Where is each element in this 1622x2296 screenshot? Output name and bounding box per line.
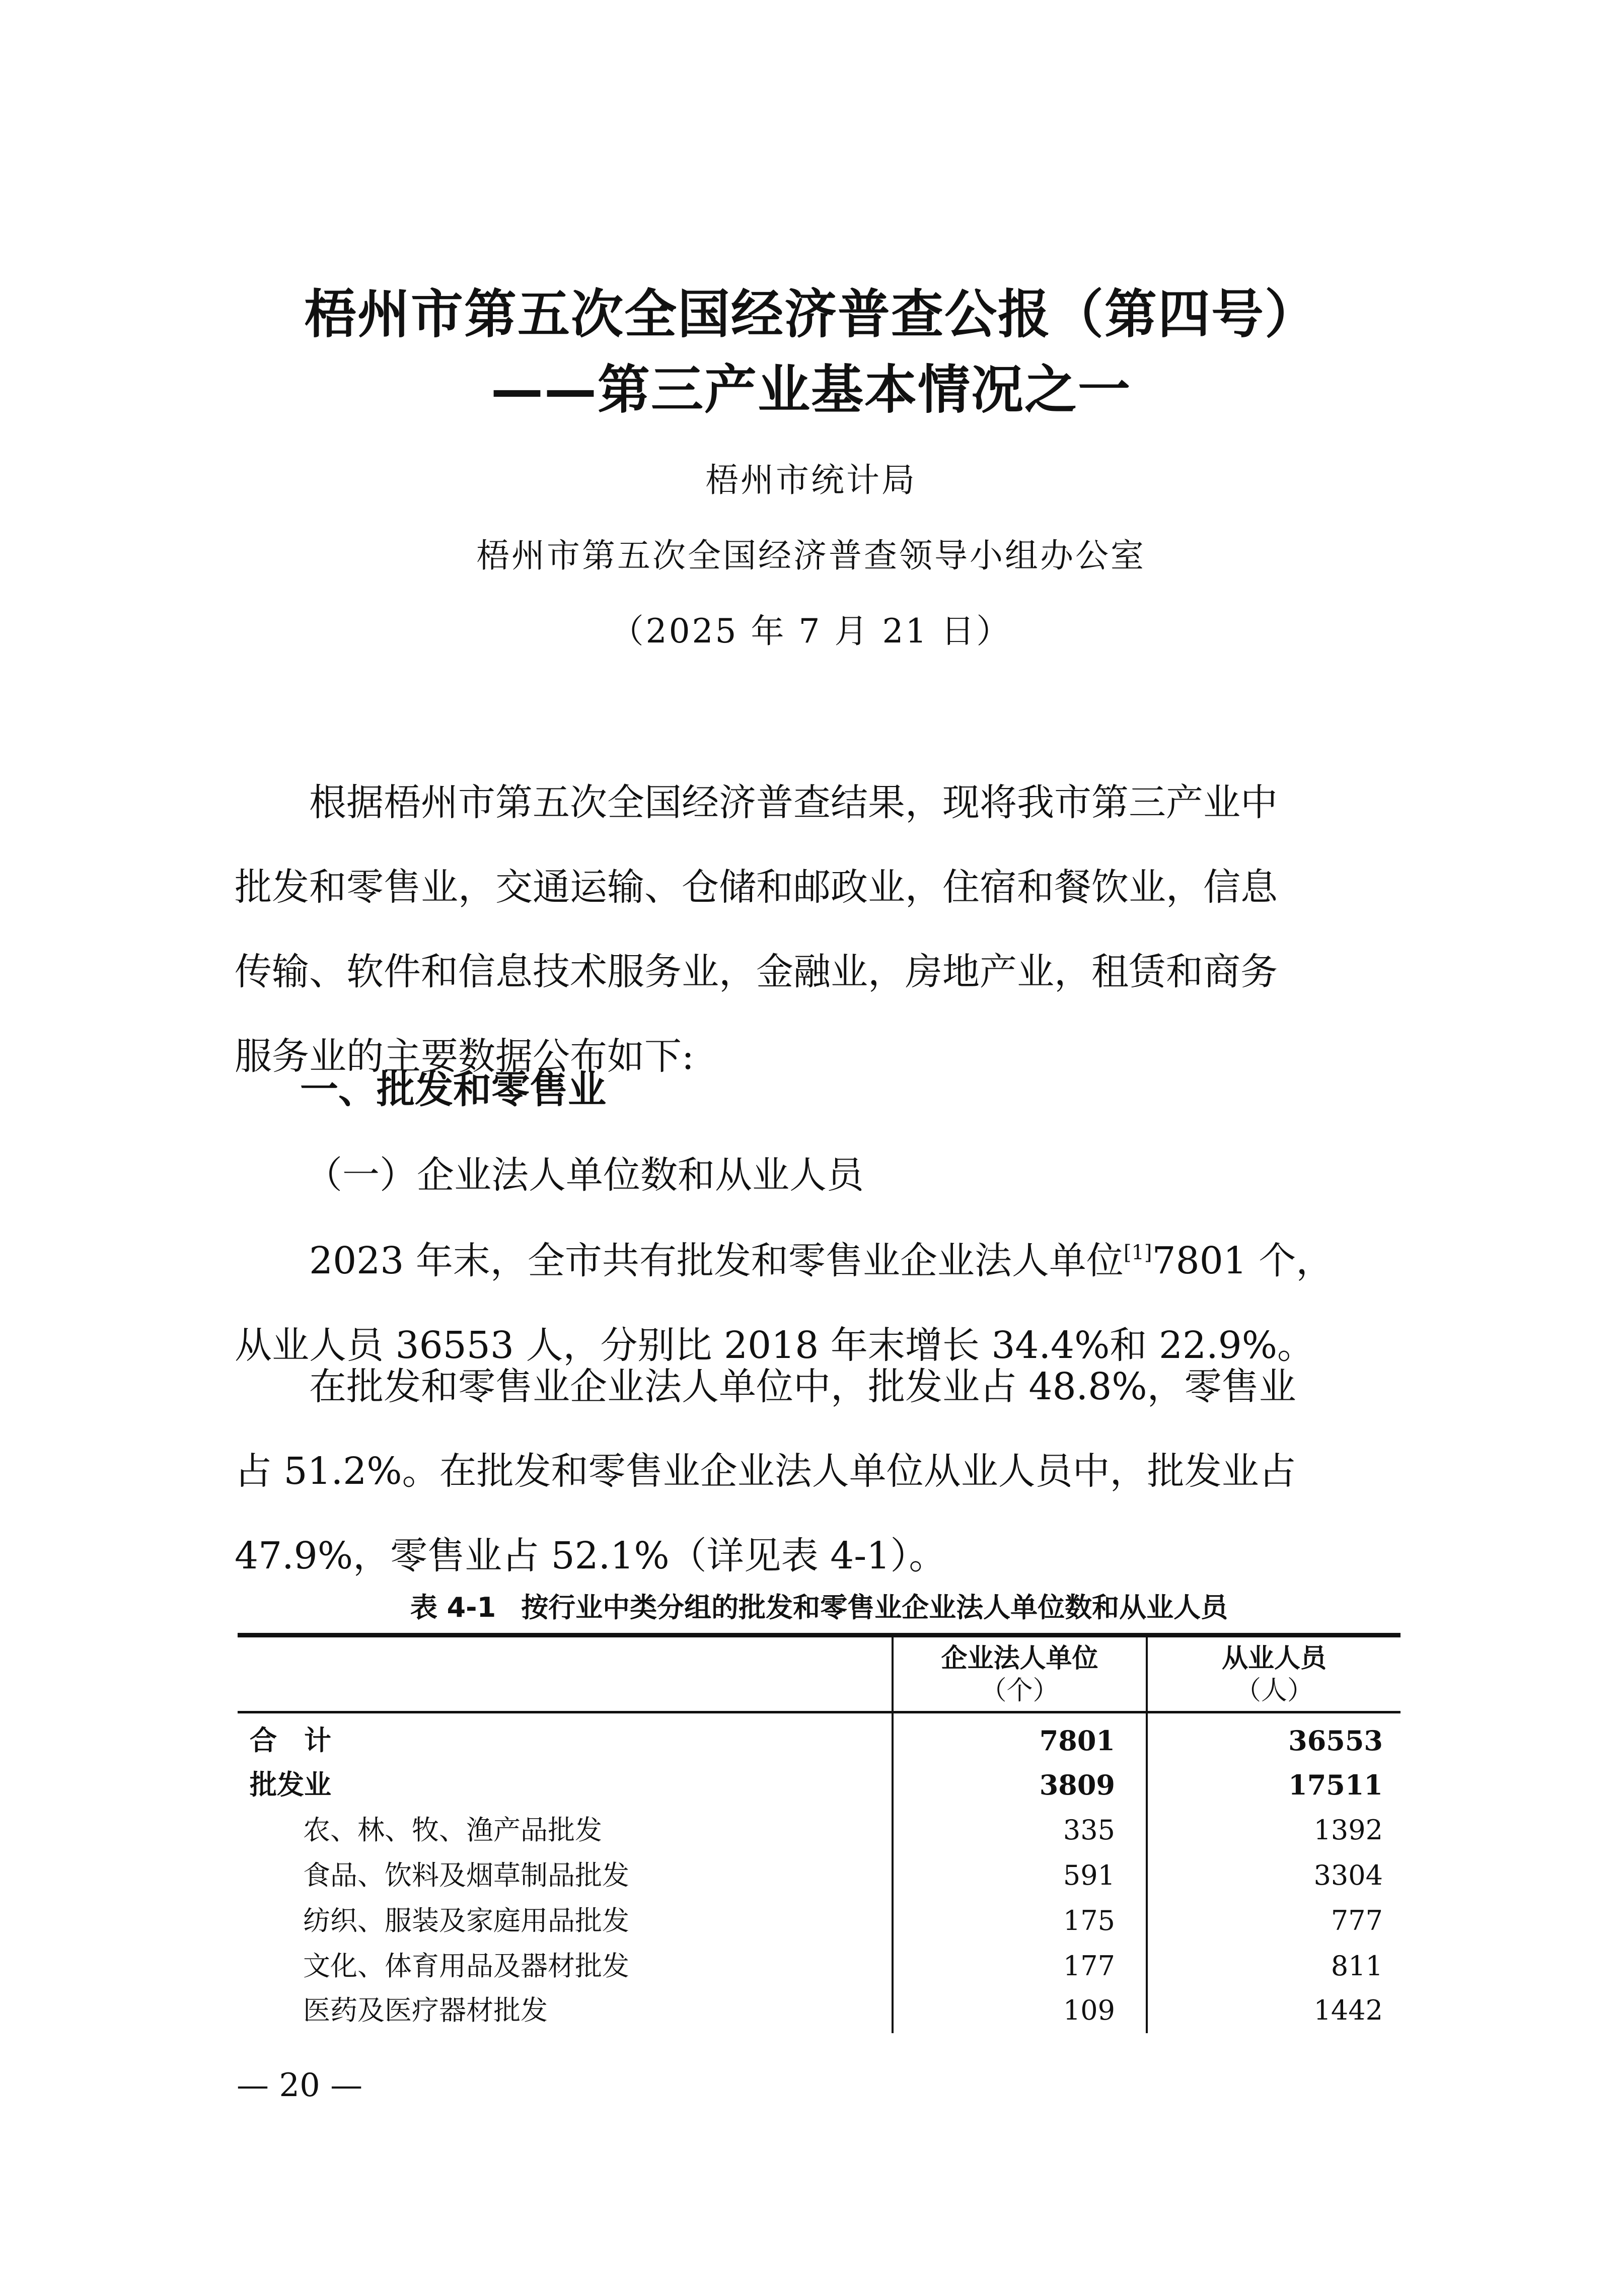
section-heading: 一、批发和零售业 <box>300 1067 606 1112</box>
row-label: 文化、体育用品及器材批发 <box>303 1950 629 1982</box>
issuer-statistics-bureau: 梧州市统计局 <box>705 461 917 499</box>
paragraph-line: 在批发和零售业企业法人单位中，批发业占 48.8%，零售业 <box>309 1365 1296 1408</box>
document-title: 梧州市第五次全国经济普查公报（第四号） <box>304 283 1318 345</box>
cell-employees: 3304 <box>1313 1859 1383 1891</box>
row-label: 农、林、牧、渔产品批发 <box>303 1814 602 1846</box>
intro-line: 传输、软件和信息技术服务业，金融业，房地产业，租赁和商务 <box>235 950 1278 993</box>
table-row-total <box>238 1718 1400 1763</box>
cell-units: 7801 <box>1039 1725 1115 1757</box>
column-header-label: 从业人员 <box>1221 1643 1326 1674</box>
table-row <box>238 1808 1400 1853</box>
row-label: 医药及医疗器材批发 <box>303 1994 548 2026</box>
cell-employees: 1392 <box>1313 1814 1383 1846</box>
intro-line: 服务业的主要数据公布如下: <box>235 1035 694 1078</box>
table-number: 表 4-1 <box>410 1592 496 1623</box>
cell-units: 3809 <box>1039 1769 1115 1801</box>
paragraph-text: 7801 个， <box>1152 1239 1334 1282</box>
cell-employees: 36553 <box>1288 1725 1383 1757</box>
column-header-unit: （个） <box>980 1676 1059 1706</box>
cell-units: 109 <box>1063 1994 1115 2026</box>
cell-units: 175 <box>1063 1905 1115 1936</box>
cell-employees: 1442 <box>1313 1994 1383 2026</box>
table-row <box>238 1898 1400 1944</box>
table-caption-text: 按行业中类分组的批发和零售业企业法人单位数和从业人员 <box>521 1592 1228 1623</box>
table-row-wholesale <box>238 1762 1400 1808</box>
paragraph-line: 占 51.2%。在批发和零售业企业法人单位从业人员中，批发业占 <box>235 1450 1296 1493</box>
column-header-units <box>894 1642 1146 1707</box>
subsection-heading: （一）企业法人单位数和从业人员 <box>305 1154 864 1197</box>
page-number: — 20 — <box>237 2067 363 2104</box>
cell-units: 591 <box>1063 1859 1115 1891</box>
footnote-ref[interactable]: [1] <box>1123 1241 1152 1264</box>
cell-units: 177 <box>1063 1950 1115 1982</box>
paragraph-line: 从业人员 36553 人，分别比 2018 年末增长 34.4%和 22.9%。 <box>235 1324 1315 1367</box>
row-label: 批发业 <box>250 1769 331 1801</box>
cell-employees: 811 <box>1331 1950 1383 1982</box>
column-header-employees <box>1148 1642 1400 1707</box>
table-header-rule <box>238 1711 1400 1713</box>
paragraph-share <box>235 1344 1408 1598</box>
intro-line: 批发和零售业，交通运输、仓储和邮政业，住宿和餐饮业，信息 <box>235 866 1278 909</box>
document-subtitle: ——第三产业基本情况之一 <box>490 359 1131 420</box>
table-top-rule <box>238 1633 1400 1637</box>
publication-date: （2025 年 7 月 21 日） <box>610 612 1012 651</box>
paragraph-line: 47.9%，零售业占 52.1%（详见表 4-1）。 <box>235 1534 946 1577</box>
issuer-census-office: 梧州市第五次全国经济普查领导小组办公室 <box>476 536 1146 575</box>
cell-units: 335 <box>1063 1814 1115 1846</box>
cell-employees: 777 <box>1331 1905 1383 1936</box>
row-label: 合 计 <box>250 1725 331 1756</box>
table-row <box>238 1944 1400 1989</box>
row-label: 纺织、服装及家庭用品批发 <box>303 1905 629 1936</box>
table-caption <box>238 1586 1400 1625</box>
paragraph-text: 2023 年末，全市共有批发和零售业企业法人单位 <box>309 1239 1124 1282</box>
column-header-label: 企业法人单位 <box>941 1643 1098 1674</box>
paragraph-line <box>235 1218 1408 1303</box>
intro-line: 根据梧州市第五次全国经济普查结果，现将我市第三产业中 <box>309 781 1278 824</box>
column-header-unit: （人） <box>1234 1676 1313 1706</box>
row-label: 食品、饮料及烟草制品批发 <box>303 1859 629 1891</box>
table-row <box>238 1988 1400 2033</box>
cell-employees: 17511 <box>1288 1769 1383 1801</box>
table-row <box>238 1853 1400 1898</box>
